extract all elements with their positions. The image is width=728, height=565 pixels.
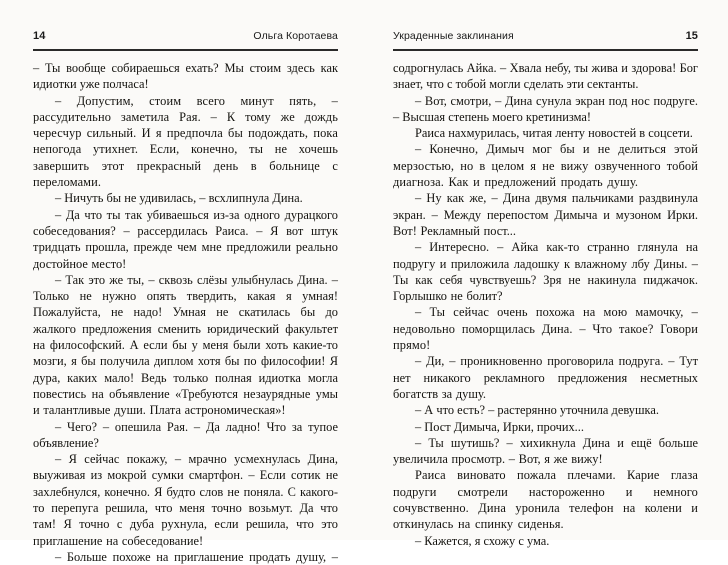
paragraph: – Ничуть бы не удивилась, – всхлипнула Дина. [55, 191, 303, 206]
right-page [364, 0, 728, 548]
paragraph: – Ну как же, – Дина двумя пальчиками раздвинула экран. – Между перепостом Димыча и музоном Ирки. Вот! Рекламный пост... [393, 191, 698, 238]
paragraph: – Допустим, стоим всего минут пять, – рассудительно заметила Рая. – К тому же дождь чересчур сильный. И я предпочла бы подождать, пока непогода утихнет. Если, конечно, ты не хочешь завершить этот прекрасный день в больнице с переломами. [33, 93, 338, 190]
paragraph: – Ты сейчас очень похожа на мою мамочку, – недовольно поморщилась Дина. – Что такое? Говори прямо! [393, 305, 698, 353]
left-page [0, 0, 364, 564]
left-head-rule [33, 49, 338, 51]
paragraph: – Вот, смотри, – Дина сунула экран под нос подруге. – Высшая степень моего кретинизма! [393, 93, 698, 124]
paragraph: – Ты вообще собираешься ехать? Мы стоим здесь как идиотки уже полчаса! [33, 61, 338, 92]
paragraph: – Я сейчас покажу, – мрачно усмехнулась Дина, выуживая из мокрой сумки смартфон. – Если сотик не захлебнулся, конечно. Я будто слов не поняла. С какого-то перепуга решила, что меня точно возьмут. Да что там! Я точно с дуба рухнула, если решила, что это приглашение на собеседование! [33, 452, 338, 548]
paragraph: – А что есть? – растерянно уточнила девушка. [415, 403, 659, 418]
paragraph: – Чего? – опешила Рая. – Да ладно! Что за тупое объявление? [33, 419, 338, 450]
paragraph: – Больше похоже на приглашение продать душу, – [55, 549, 338, 564]
right-page-number: 15 [685, 30, 698, 42]
right-running-head [393, 30, 698, 51]
paragraph: – Пост Димыча, Ирки, прочих... [415, 419, 584, 434]
left-page-number: 14 [33, 30, 46, 42]
paragraph: содрогнулась Айка. – Хвала небу, ты жива и здорова! Бог знает, что с тобой могли сделать эти сектанты. [393, 61, 698, 92]
paragraph: – Интересно. – Айка как-то странно глянула на подругу и приложила ладошку к влажному лбу Дины. – Ты как себя чувствуешь? Зря не накинула пиджачок. Горлышко не болит? [393, 240, 698, 304]
right-page-body [393, 60, 698, 549]
paragraph: – Конечно, Димыч мог бы и не делиться этой мерзостью, но в целом я не вижу озвученного тобой диагноза. Как и предложений продать душу. [393, 142, 698, 190]
left-page-body [33, 60, 338, 565]
left-page-content [33, 30, 338, 564]
paragraph: – Ди, – проникновенно проговорила подруга. – Тут нет никакого рекламного предложения несметных богатств за душу. [393, 354, 698, 401]
left-running-head-title: Ольга Коротаева [253, 30, 338, 42]
left-running-head [33, 30, 338, 51]
paragraph: – Так это же ты, – сквозь слёзы улыбнулась Дина. – Только не нужно опять твердить, какая я умная! Пожалуйста, не надо! Умная не скатилась бы до жалкого предложения сменить юридический факультет на философский. А если бы у меня были хоть какие-то мозги, я бы получила диплом хотя бы по философии! Я дура, каких мало! Ведь только полная идиотка могла повестись на объявление «Требуются незаурядные умы и талантливые души. Плата астрономическая»! [33, 272, 338, 418]
paragraph: Раиса нахмурилась, читая ленту новостей в соцсети. [415, 126, 693, 141]
right-running-head-title: Украденные заклинания [393, 30, 514, 42]
paragraph: – Ты шутишь? – хихикнула Дина и ещё больше увеличила просмотр. – Вот, я же вижу! [393, 435, 698, 467]
right-page-content [393, 30, 698, 548]
paragraph: – Кажется, я схожу с ума. [415, 533, 550, 548]
paragraph: Раиса виновато пожала плечами. Карие глаза подруги смотрели настороженно и немного сочувственно. Дина уронила телефон на колени и откинулась на спинку сиденья. [393, 468, 698, 532]
paragraph: – Да что ты так убиваешься из-за одного дурацкого собеседования? – рассердилась Раиса. – Я вот штук тридцать прошла, прежде чем мне предложили реально достойное место! [33, 207, 338, 271]
right-head-rule [393, 49, 698, 51]
